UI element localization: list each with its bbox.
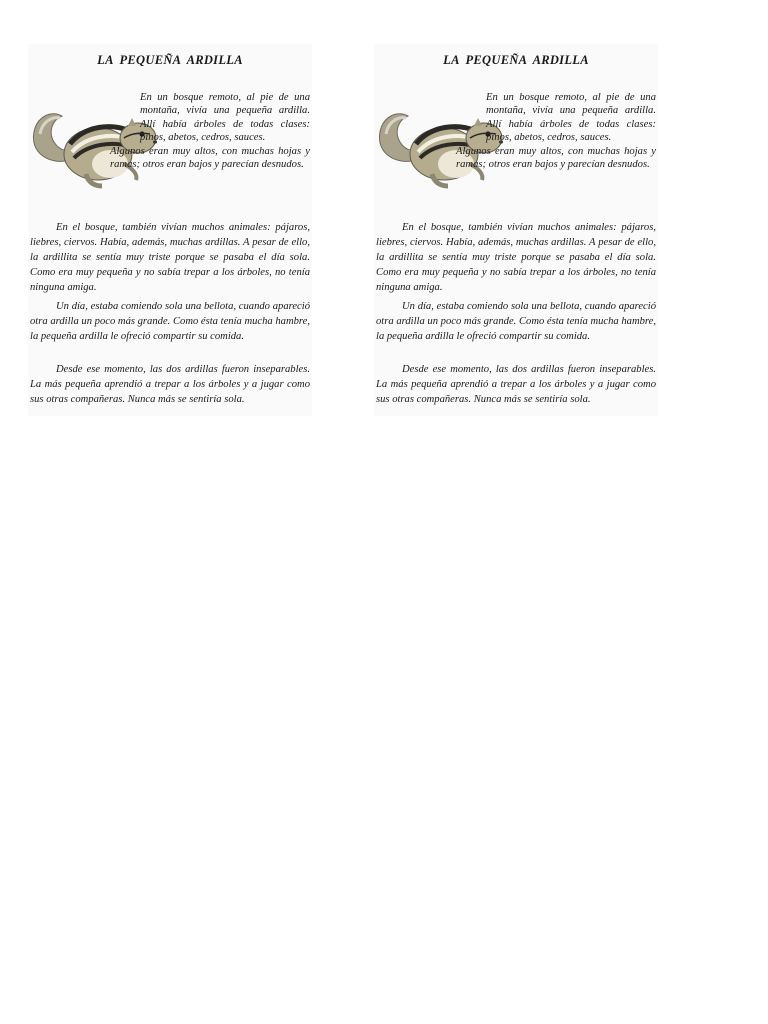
paragraph-2-text: Un día, estaba comiendo sola una bellota, cuando apareció otra ardilla un poco más grande. Como ésta tenía mucha hambre, la pequeña ardilla le ofreció compartir su comida. xyxy=(376,301,656,342)
paragraph-1 xyxy=(376,220,656,295)
intro-text-b: Algunos eran muy altos, con muchas hojas y ramas; otros eran bajos y parecían desnudos. xyxy=(110,145,310,171)
paragraph-3 xyxy=(376,362,656,407)
intro-paragraph xyxy=(456,91,656,171)
paragraph-1-text: En el bosque, también vivían muchos animales: pájaros, liebres, ciervos. Había, además, muchas ardillas. A pesar de ello, la ardillita se sentía muy triste porque se pasaba el día sola. Como era muy pequeña y no sabía trepar a los árboles, no tenía ninguna amiga. xyxy=(30,222,310,293)
paragraph-3-text: Desde ese momento, las dos ardillas fueron inseparables. La más pequeña aprendió a trepar a los árboles y a jugar como sus otras compañeras. Nunca más se sentiría sola. xyxy=(30,364,310,405)
story-title: LA PEQUEÑA ARDILLA xyxy=(97,53,243,67)
story-card-right xyxy=(374,44,658,416)
intro-text-a: En un bosque remoto, al pie de una montaña, vivía una pequeña ardilla. Allí había árboles de todas clases: pinos, abetos, cedros, sauces. xyxy=(140,92,310,144)
paragraph-2 xyxy=(30,299,310,344)
paragraph-1-text: En el bosque, también vivían muchos animales: pájaros, liebres, ciervos. Había, además, muchas ardillas. A pesar de ello, la ardillita se sentía muy triste porque se pasaba el día sola. Como era muy pequeña y no sabía trepar a los árboles, no tenía ninguna amiga. xyxy=(376,222,656,293)
story-card-left xyxy=(28,44,312,416)
intro-paragraph xyxy=(110,91,310,171)
intro-text-b: Algunos eran muy altos, con muchas hojas y ramas; otros eran bajos y parecían desnudos. xyxy=(456,145,656,171)
paragraph-3 xyxy=(30,362,310,407)
paragraph-3-text: Desde ese momento, las dos ardillas fueron inseparables. La más pequeña aprendió a trepar a los árboles y a jugar como sus otras compañeras. Nunca más se sentiría sola. xyxy=(376,364,656,405)
paragraph-1 xyxy=(30,220,310,295)
paragraph-2-text: Un día, estaba comiendo sola una bellota, cuando apareció otra ardilla un poco más grande. Como ésta tenía mucha hambre, la pequeña ardilla le ofreció compartir su comida. xyxy=(30,301,310,342)
story-title: LA PEQUEÑA ARDILLA xyxy=(443,53,589,67)
intro-text-a: En un bosque remoto, al pie de una montaña, vivía una pequeña ardilla. Allí había árboles de todas clases: pinos, abetos, cedros, sauces. xyxy=(486,92,656,144)
paragraph-2 xyxy=(376,299,656,344)
